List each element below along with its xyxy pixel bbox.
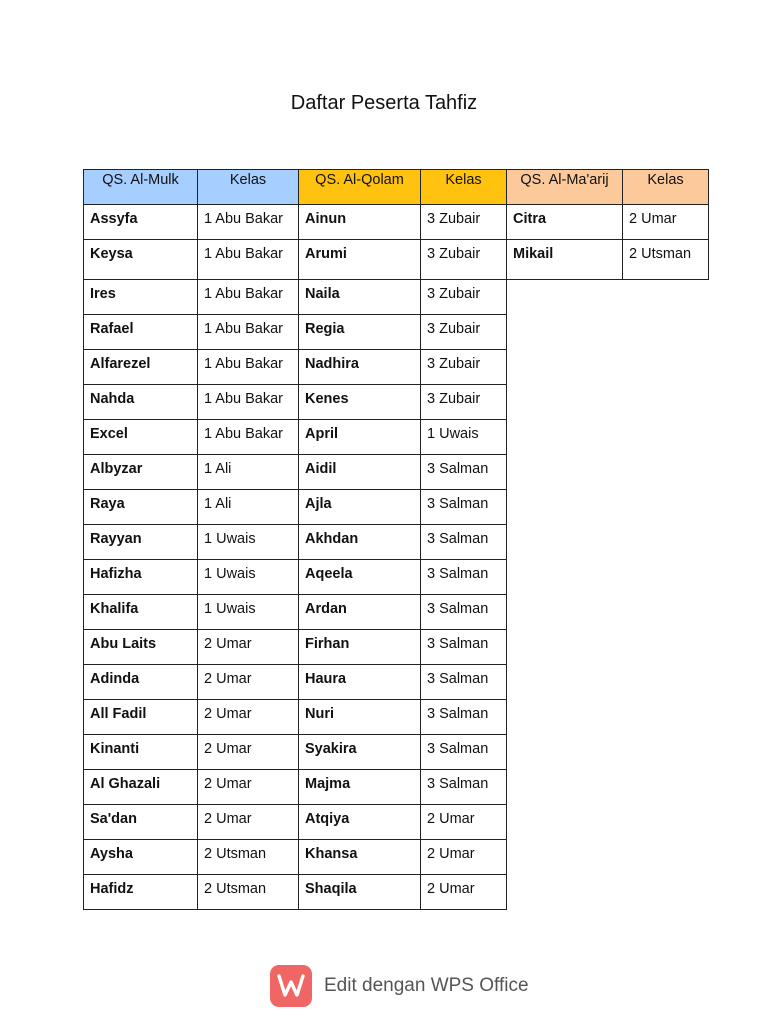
student-name-cell: Adinda xyxy=(84,665,198,700)
student-name-cell: Excel xyxy=(84,420,198,455)
class-cell: 2 Utsman xyxy=(198,875,299,910)
wps-edit-banner[interactable] xyxy=(270,964,529,1008)
table-row xyxy=(84,205,507,240)
class-cell: 1 Abu Bakar xyxy=(198,240,299,280)
class-cell: 3 Zubair xyxy=(421,315,507,350)
student-name-cell: Firhan xyxy=(299,630,421,665)
student-name-cell: Abu Laits xyxy=(84,630,198,665)
student-name-cell: All Fadil xyxy=(84,700,198,735)
class-cell: 3 Salman xyxy=(421,490,507,525)
class-cell: 1 Ali xyxy=(198,455,299,490)
student-name-cell: Keysa xyxy=(84,240,198,280)
student-name-cell: Assyfa xyxy=(84,205,198,240)
class-cell: 3 Salman xyxy=(421,770,507,805)
participants-table-maarij xyxy=(506,169,709,280)
class-cell: 3 Zubair xyxy=(421,280,507,315)
class-cell: 1 Abu Bakar xyxy=(198,280,299,315)
table-header-row xyxy=(84,170,507,205)
student-name-cell: Nahda xyxy=(84,385,198,420)
header-maarij: QS. Al-Ma'arij xyxy=(507,170,623,205)
participants-table-main xyxy=(83,169,507,910)
table-row xyxy=(84,665,507,700)
table-row xyxy=(84,420,507,455)
student-name-cell: Ardan xyxy=(299,595,421,630)
header-mulk: QS. Al-Mulk xyxy=(84,170,198,205)
table-row xyxy=(84,525,507,560)
table-row xyxy=(84,630,507,665)
student-name-cell: Ainun xyxy=(299,205,421,240)
student-name-cell: Hafizha xyxy=(84,560,198,595)
header-mulk-kelas: Kelas xyxy=(198,170,299,205)
student-name-cell: Regia xyxy=(299,315,421,350)
class-cell: 3 Salman xyxy=(421,630,507,665)
class-cell: 3 Zubair xyxy=(421,240,507,280)
class-cell: 3 Salman xyxy=(421,665,507,700)
class-cell: 3 Zubair xyxy=(421,205,507,240)
student-name-cell: Ires xyxy=(84,280,198,315)
student-name-cell: Aysha xyxy=(84,840,198,875)
student-name-cell: Nuri xyxy=(299,700,421,735)
table-row xyxy=(507,240,709,280)
class-cell: 2 Umar xyxy=(198,770,299,805)
table-row xyxy=(84,490,507,525)
class-cell: 3 Salman xyxy=(421,735,507,770)
table-row xyxy=(84,240,507,280)
table-row xyxy=(507,205,709,240)
class-cell: 2 Umar xyxy=(198,630,299,665)
student-name-cell: Hafidz xyxy=(84,875,198,910)
table-row xyxy=(84,840,507,875)
class-cell: 1 Abu Bakar xyxy=(198,350,299,385)
class-cell: 1 Abu Bakar xyxy=(198,315,299,350)
wps-logo-icon xyxy=(270,965,312,1007)
table-row xyxy=(84,805,507,840)
student-name-cell: Alfarezel xyxy=(84,350,198,385)
student-name-cell: Haura xyxy=(299,665,421,700)
class-cell: 2 Umar xyxy=(421,875,507,910)
table-row xyxy=(84,350,507,385)
class-cell: 3 Salman xyxy=(421,525,507,560)
table-row xyxy=(84,875,507,910)
student-name-cell: Naila xyxy=(299,280,421,315)
student-name-cell: April xyxy=(299,420,421,455)
class-cell: 2 Umar xyxy=(623,205,709,240)
student-name-cell: Majma xyxy=(299,770,421,805)
table-row xyxy=(84,560,507,595)
class-cell: 1 Ali xyxy=(198,490,299,525)
class-cell: 2 Umar xyxy=(198,665,299,700)
student-name-cell: Aqeela xyxy=(299,560,421,595)
table-row xyxy=(84,735,507,770)
table-row xyxy=(84,770,507,805)
class-cell: 2 Umar xyxy=(198,700,299,735)
student-name-cell: Kinanti xyxy=(84,735,198,770)
class-cell: 2 Umar xyxy=(198,805,299,840)
student-name-cell: Aidil xyxy=(299,455,421,490)
student-name-cell: Raya xyxy=(84,490,198,525)
student-name-cell: Rayyan xyxy=(84,525,198,560)
student-name-cell: Atqiya xyxy=(299,805,421,840)
header-qolam-kelas: Kelas xyxy=(421,170,507,205)
table-header-row xyxy=(507,170,709,205)
student-name-cell: Syakira xyxy=(299,735,421,770)
class-cell: 2 Umar xyxy=(421,840,507,875)
class-cell: 1 Uwais xyxy=(198,560,299,595)
student-name-cell: Khalifa xyxy=(84,595,198,630)
student-name-cell: Mikail xyxy=(507,240,623,280)
class-cell: 1 Uwais xyxy=(198,525,299,560)
class-cell: 3 Salman xyxy=(421,560,507,595)
page-title: Daftar Peserta Tahfiz xyxy=(290,92,478,114)
class-cell: 1 Uwais xyxy=(198,595,299,630)
student-name-cell: Arumi xyxy=(299,240,421,280)
class-cell: 3 Salman xyxy=(421,700,507,735)
class-cell: 1 Abu Bakar xyxy=(198,420,299,455)
table-row xyxy=(84,315,507,350)
student-name-cell: Albyzar xyxy=(84,455,198,490)
student-name-cell: Sa'dan xyxy=(84,805,198,840)
class-cell: 2 Utsman xyxy=(623,240,709,280)
wps-edit-label: Edit dengan WPS Office xyxy=(324,975,529,996)
student-name-cell: Akhdan xyxy=(299,525,421,560)
class-cell: 1 Uwais xyxy=(421,420,507,455)
class-cell: 3 Zubair xyxy=(421,385,507,420)
table-row xyxy=(84,700,507,735)
class-cell: 3 Salman xyxy=(421,455,507,490)
class-cell: 1 Abu Bakar xyxy=(198,205,299,240)
class-cell: 2 Umar xyxy=(198,735,299,770)
student-name-cell: Ajla xyxy=(299,490,421,525)
student-name-cell: Shaqila xyxy=(299,875,421,910)
student-name-cell: Rafael xyxy=(84,315,198,350)
table-row xyxy=(84,595,507,630)
class-cell: 1 Abu Bakar xyxy=(198,385,299,420)
student-name-cell: Khansa xyxy=(299,840,421,875)
table-row xyxy=(84,455,507,490)
class-cell: 3 Zubair xyxy=(421,350,507,385)
class-cell: 3 Salman xyxy=(421,595,507,630)
table-row xyxy=(84,280,507,315)
student-name-cell: Al Ghazali xyxy=(84,770,198,805)
header-qolam: QS. Al-Qolam xyxy=(299,170,421,205)
student-name-cell: Citra xyxy=(507,205,623,240)
class-cell: 2 Utsman xyxy=(198,840,299,875)
header-maarij-kelas: Kelas xyxy=(623,170,709,205)
student-name-cell: Kenes xyxy=(299,385,421,420)
table-row xyxy=(84,385,507,420)
class-cell: 2 Umar xyxy=(421,805,507,840)
student-name-cell: Nadhira xyxy=(299,350,421,385)
